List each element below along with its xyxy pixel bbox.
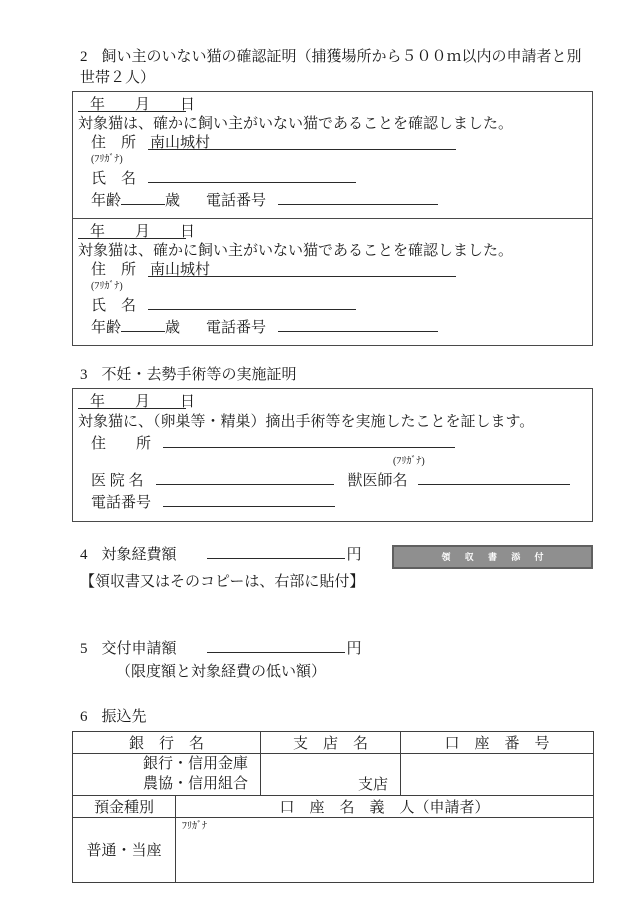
section5 [72, 637, 593, 681]
phone-field-blank [278, 189, 438, 205]
address-label: 住 所 [91, 436, 152, 452]
amount-rule-note: （限度額と対象経費の低い額） [116, 663, 327, 680]
name-label: 氏 名 [91, 298, 137, 314]
expense-amount-blank [207, 543, 345, 559]
date-field-blank: 年 月 日 [78, 96, 186, 112]
yen-unit: 円 [346, 546, 362, 563]
surgery-block [73, 389, 592, 521]
transfer-table [72, 731, 594, 883]
header-branch-name: 支 店 名 [261, 731, 401, 753]
date-field-blank: 年 月 日 [78, 223, 186, 239]
furigana-label: (ﾌﾘｶﾞﾅ) [91, 281, 123, 292]
age-label: 年齢 [91, 193, 122, 209]
furigana-label: ﾌﾘｶﾞﾅ [182, 820, 207, 832]
receipt-attach-box: 領 収 書 添 付 [392, 545, 593, 569]
section4 [72, 543, 593, 591]
section4-top-row [72, 543, 593, 569]
statement-text: 対象猫に、（卵巣等・精巣）摘出手術等を実施したことを証します。 [78, 413, 535, 430]
address-label: 住 所 [91, 262, 137, 278]
phone-label: 電話番号 [91, 495, 152, 511]
statement-text: 対象猫は、確かに飼い主がいない猫であることを確認しました。 [78, 243, 514, 259]
expense-line [72, 543, 362, 564]
address-row [91, 134, 582, 153]
account-detail-row [73, 817, 594, 882]
header-account-number: 口 座 番 号 [401, 731, 594, 753]
branch-name-cell [261, 753, 401, 795]
phone-row [91, 491, 582, 514]
furigana-label: (ﾌﾘｶﾞﾅ) [393, 455, 425, 467]
confirmation-block-1 [73, 92, 592, 218]
age-phone-row [91, 189, 582, 211]
date-row [78, 223, 582, 242]
confirmation-box [72, 91, 593, 346]
section2-title: 飼い主のいない猫の確認証明（捕獲場所から５００ｍ以内の申請者と別世帯２人） [80, 49, 582, 86]
statement-text: 対象猫は、確かに飼い主がいない猫であることを確認しました。 [78, 116, 514, 132]
account-holder-label: 口 座 名 義 人（申請者） [176, 795, 594, 817]
name-row [91, 294, 582, 316]
section6 [72, 705, 593, 883]
table-header-row [73, 731, 594, 753]
address-field-blank [163, 432, 455, 448]
vet-field-blank [418, 469, 570, 485]
bank-type-line1: 銀行・信用金庫 [143, 756, 249, 772]
section2-number: 2 [80, 49, 88, 65]
header-bank-name: 銀 行 名 [73, 731, 261, 753]
form-content [72, 45, 593, 883]
address-value: 南山城村 [150, 262, 211, 278]
phone-field-blank [163, 491, 335, 507]
account-number-cell [401, 753, 594, 795]
surgery-certification-box [72, 388, 593, 522]
phone-label: 電話番号 [206, 193, 267, 209]
name-field-blank [148, 294, 356, 310]
section6-heading [80, 705, 593, 726]
phone-label: 電話番号 [206, 320, 267, 336]
branch-suffix: 支店 [358, 776, 389, 793]
section4-number: 4 [80, 546, 88, 563]
address-row [91, 432, 582, 455]
clinic-field-blank [156, 469, 334, 485]
section3-number: 3 [80, 367, 88, 383]
address-row [91, 261, 582, 280]
account-holder-cell [176, 817, 594, 882]
phone-field-blank [278, 316, 438, 332]
age-field-blank [121, 189, 165, 205]
application-amount-blank [207, 637, 345, 653]
address-value: 南山城村 [150, 135, 211, 151]
section3 [72, 363, 593, 522]
address-field-blank [148, 261, 456, 277]
bank-type-line2: 農協・信用組合 [143, 776, 249, 792]
address-field-blank [148, 134, 456, 150]
section2-heading [80, 45, 593, 87]
section6-title: 振込先 [101, 708, 147, 725]
bank-row [73, 753, 594, 795]
age-label: 年齢 [91, 320, 122, 336]
yen-unit: 円 [346, 640, 362, 657]
section5-number: 5 [80, 640, 88, 657]
confirmation-block-2 [73, 218, 592, 345]
name-label: 氏 名 [91, 171, 137, 187]
section4-title: 対象経費額 [101, 546, 177, 563]
address-label: 住 所 [91, 135, 137, 151]
date-row [78, 393, 582, 413]
name-row [91, 167, 582, 189]
name-field-blank [148, 167, 356, 183]
application-amount-line [72, 637, 593, 658]
furigana-label: (ﾌﾘｶﾞﾅ) [91, 154, 123, 165]
account-type-header-row [73, 795, 594, 817]
section3-title: 不妊・去勢手術等の実施証明 [101, 367, 297, 383]
age-field-blank [121, 316, 165, 332]
date-row [78, 96, 582, 115]
clinic-label: 医 院 名 [91, 472, 144, 489]
section5-title: 交付申請額 [101, 640, 177, 657]
section6-number: 6 [80, 708, 88, 725]
vet-label: 獣医師名 [347, 472, 408, 489]
bank-name-cell [73, 753, 261, 795]
account-type-value: 普通・当座 [73, 817, 176, 882]
receipt-note: 【領収書又はそのコピーは、右部に貼付】 [80, 573, 365, 590]
clinic-vet-row [91, 469, 582, 492]
date-field-blank: 年 月 日 [78, 393, 186, 409]
age-unit: 歳 [165, 320, 181, 336]
age-phone-row [91, 316, 582, 338]
age-unit: 歳 [165, 193, 181, 209]
account-type-label: 預金種別 [73, 795, 176, 817]
section3-heading [80, 363, 593, 384]
